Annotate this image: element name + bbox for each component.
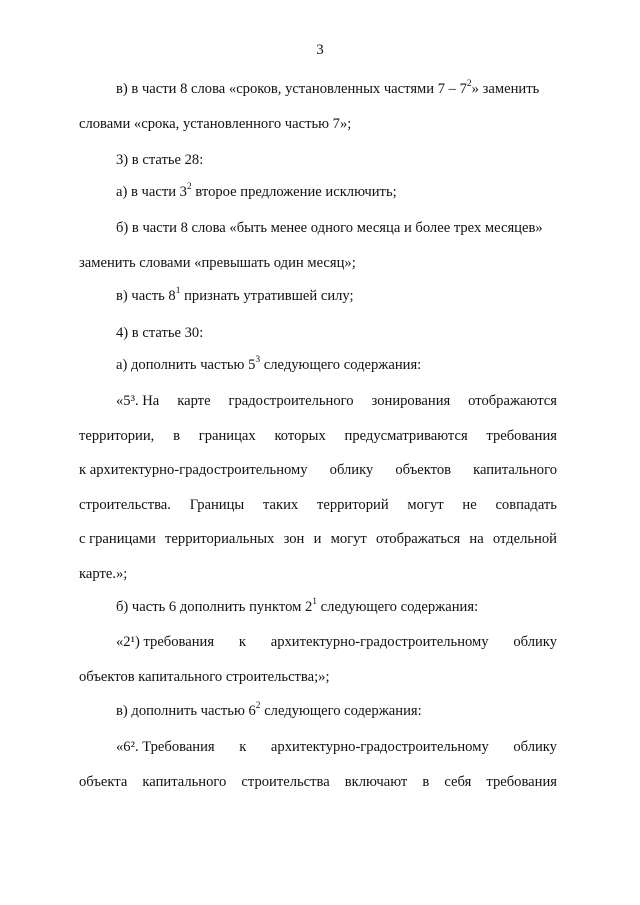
word: в — [422, 774, 430, 790]
superscript: 1 — [175, 286, 181, 297]
paragraph-line — [116, 392, 557, 410]
word: архитектурно-градостроительному — [270, 634, 489, 650]
paragraph-line: 4) в статье 30: — [116, 325, 204, 341]
word: «2¹) требования — [116, 634, 215, 650]
word: отображаются — [468, 393, 557, 409]
word: границах — [198, 428, 256, 444]
word: могут — [407, 497, 444, 513]
paragraph-line: 3) в статье 28: — [116, 152, 204, 168]
word: к — [239, 739, 247, 755]
page-number: 3 — [316, 42, 324, 58]
word: предусматриваются — [344, 428, 468, 444]
word: требования — [486, 428, 557, 444]
paragraph-line — [116, 633, 557, 651]
word: в — [173, 428, 180, 444]
word: территориальных — [165, 531, 275, 547]
word: которых — [274, 428, 326, 444]
text-run: в) часть 8 — [116, 288, 176, 304]
word: Границы — [189, 497, 245, 513]
word: на — [469, 531, 484, 547]
text-run: » заменить — [471, 81, 540, 97]
text-run: следующего содержания: — [260, 357, 422, 373]
word: карте — [177, 393, 211, 409]
paragraph-line — [79, 461, 557, 479]
paragraph-line — [79, 773, 557, 791]
word: таких — [262, 497, 299, 513]
paragraph-line — [116, 702, 557, 720]
paragraph-line — [116, 80, 557, 98]
paragraph-line — [116, 598, 557, 616]
word: «6². Требования — [116, 739, 215, 755]
word: облику — [513, 634, 557, 650]
paragraph-line: карте.»; — [79, 566, 128, 582]
word: «5³. На — [116, 393, 160, 409]
paragraph-line — [116, 356, 557, 374]
paragraph-line: словами «срока, установленного частью 7»; — [79, 116, 352, 132]
word: капитального — [142, 774, 227, 790]
word: к — [238, 634, 246, 650]
word: облику — [329, 462, 374, 478]
paragraph-line — [79, 496, 557, 514]
word: совпадать — [495, 497, 557, 513]
word: и — [313, 531, 322, 547]
word: могут — [330, 531, 367, 547]
text-run: следующего содержания: — [260, 703, 422, 719]
word: градостроительного — [228, 393, 354, 409]
word: зонирования — [371, 393, 451, 409]
text-run: следующего содержания: — [317, 599, 479, 615]
word: отображаться — [375, 531, 461, 547]
word: с границами — [79, 531, 156, 547]
paragraph-line — [116, 738, 557, 756]
text-run: признать утратившей силу; — [180, 288, 354, 304]
word: строительства. — [79, 497, 171, 513]
paragraph-line — [116, 287, 557, 305]
word: объектов — [395, 462, 452, 478]
paragraph-line: б) в части 8 слова «быть менее одного месяца и более трех месяцев» — [116, 220, 543, 236]
paragraph-line: объектов капитального строительства;»; — [79, 669, 330, 685]
text-run: а) дополнить частью 5 — [116, 357, 256, 373]
word: включают — [344, 774, 408, 790]
paragraph-line — [116, 183, 557, 201]
word: облику — [513, 739, 557, 755]
paragraph-line — [79, 530, 557, 548]
paragraph-line — [79, 427, 557, 445]
paragraph-line: заменить словами «превышать один месяц»; — [79, 255, 356, 271]
word: отдельной — [492, 531, 557, 547]
word: зон — [283, 531, 305, 547]
word: строительства — [241, 774, 330, 790]
word: архитектурно-градостроительному — [270, 739, 489, 755]
text-run: второе предложение исключить; — [191, 184, 397, 200]
word: капитального — [473, 462, 557, 478]
text-run: в) в части 8 слова «сроков, установленных частями 7 – 7 — [116, 81, 467, 97]
superscript: 2 — [255, 701, 261, 712]
superscript: 3 — [255, 355, 261, 366]
word: территории, — [79, 428, 155, 444]
superscript: 1 — [312, 597, 318, 608]
word: требования — [486, 774, 557, 790]
word: себя — [444, 774, 472, 790]
superscript: 2 — [186, 182, 192, 193]
text-run: а) в части 3 — [116, 184, 187, 200]
text-run: б) часть 6 дополнить пунктом 2 — [116, 599, 313, 615]
word: не — [462, 497, 477, 513]
word: территорий — [316, 497, 389, 513]
superscript: 2 — [466, 79, 472, 90]
word: к архитектурно-градостроительному — [79, 462, 308, 478]
word: объекта — [79, 774, 128, 790]
text-run: в) дополнить частью 6 — [116, 703, 256, 719]
